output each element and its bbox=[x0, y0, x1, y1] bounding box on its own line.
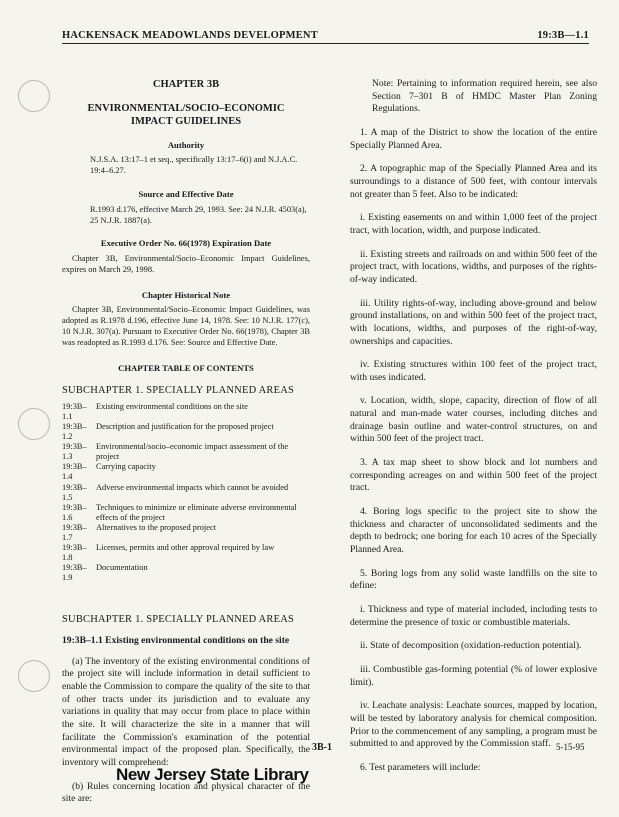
note-paragraph: Note: Pertaining to information required herein, see also Section 7–301 B of HMDC Master Plan Zoning Regulations. bbox=[372, 78, 597, 115]
punch-hole bbox=[18, 80, 50, 112]
executive-order-heading: Executive Order No. 66(1978) Expiration Date bbox=[100, 238, 272, 249]
toc-entry-number: 19:3B–1.1 bbox=[62, 401, 87, 421]
revision-date: 5-15-95 bbox=[556, 742, 585, 752]
item-6: 6. Test parameters will include: bbox=[360, 761, 481, 773]
item-1: 1. A map of the District to show the location of the entire Specially Planned Area. bbox=[350, 126, 597, 151]
item-5-ii: ii. State of decomposition (oxidation-reduction potential). bbox=[360, 640, 582, 652]
toc-entry bbox=[62, 442, 310, 462]
item-5: 5. Boring logs from any solid waste landfills on the site to define: bbox=[350, 567, 597, 592]
toc-entry-title: Alternatives to the proposed project bbox=[96, 522, 217, 532]
item-4: 4. Boring logs specific to the project site to show the thickness and character of unconsolidated sediments and the depth to bedrock; one boring for each 10 acres of the Specially Planned Area. bbox=[350, 506, 597, 556]
header-title: HACKENSACK MEADOWLANDS DEVELOPMENT bbox=[62, 30, 318, 41]
left-column bbox=[62, 78, 310, 817]
chapter-title bbox=[62, 102, 310, 128]
authority-heading: Authority bbox=[167, 140, 205, 151]
toc-list bbox=[62, 402, 310, 583]
library-stamp: New Jersey State Library bbox=[116, 765, 309, 784]
historical-note-heading: Chapter Historical Note bbox=[141, 289, 231, 300]
toc-entry bbox=[62, 402, 310, 422]
toc-entry-number: 19:3B–1.8 bbox=[62, 543, 87, 563]
running-header bbox=[62, 30, 589, 44]
toc-entry-title: Description and justification for the proposed project bbox=[96, 422, 274, 432]
executive-order-text: Chapter 3B, Environmental/Socio–Economic Impact Guidelines, expires on March 29, 1998. bbox=[62, 253, 310, 274]
toc-entry bbox=[62, 462, 310, 482]
section-heading: 19:3B–1.1 Existing environmental conditions on the site bbox=[62, 635, 290, 647]
item-3: 3. A tax map sheet to show block and lot numbers and corresponding acreages on and within 500 feet of the project tract. bbox=[350, 457, 597, 494]
toc-subchapter-title: SUBCHAPTER 1. SPECIALLY PLANNED AREAS bbox=[62, 385, 295, 397]
item-2-ii: ii. Existing streets and railroads on and within 500 feet of the project tract, with locations, widths, and purposes of the rights-of-way indicated. bbox=[350, 248, 597, 285]
item-2-v: v. Location, width, slope, capacity, direction of flow of all natural and man-made water courses, including ditches and drainage basin outline and water-control structures, on and within 500 feet of the project tract. bbox=[350, 395, 597, 445]
toc-entry-title: Techniques to minimize or eliminate adverse environmental effects of the project bbox=[96, 502, 297, 522]
toc-entry-title: Documentation bbox=[96, 563, 148, 573]
toc-entry-number: 19:3B–1.6 bbox=[62, 502, 87, 522]
chapter-title-line: ENVIRONMENTAL/SOCIO–ECONOMIC bbox=[87, 102, 285, 114]
toc-entry bbox=[62, 422, 310, 442]
toc-entry bbox=[62, 543, 310, 563]
toc-entry bbox=[62, 483, 310, 503]
item-5-i: i. Thickness and type of material included, including tests to determine the presence of toxic or combustible materials. bbox=[350, 604, 597, 628]
toc-entry-number: 19:3B–1.3 bbox=[62, 442, 87, 462]
item-2-iv: iv. Existing structures within 100 feet of the project tract, with uses indicated. bbox=[350, 359, 597, 383]
source-heading: Source and Effective Date bbox=[138, 189, 234, 200]
toc-entry bbox=[62, 503, 310, 523]
right-column bbox=[350, 78, 597, 786]
toc-entry-number: 19:3B–1.4 bbox=[62, 462, 87, 482]
item-5-iii: iii. Combustible gas-forming potential (% of lower explosive limit). bbox=[350, 663, 597, 688]
item-2: 2. A topographic map of the Specially Planned Area and its surroundings to a distance of 500 feet, with contour intervals not greater than 5 feet. Also to be indicated: bbox=[350, 163, 597, 200]
page-number: 3B-1 bbox=[312, 742, 332, 753]
chapter-title-line: IMPACT GUIDELINES bbox=[130, 115, 242, 127]
toc-entry bbox=[62, 563, 310, 583]
toc-heading: CHAPTER TABLE OF CONTENTS bbox=[118, 362, 254, 373]
toc-entry-number: 19:3B–1.7 bbox=[62, 522, 87, 542]
source-text: R.1993 d.176, effective March 29, 1993. See: 24 N.J.R. 4503(a), 25 N.J.R. 1887(a). bbox=[90, 204, 307, 225]
paragraph-a: (a) The inventory of the existing environmental conditions of the project site will include information in detail sufficient to enable the Commission to compare the quality of the site to that of other tracts under its jurisdiction and to evaluate any variations in quality that may occur from place to place within the site. It will characterize the site in a manner that will facilitate the Commission's examination of the potential environmental impact of the proposed plan. Specifically, the inventory will comprehend: bbox=[62, 655, 310, 769]
item-2-iii: iii. Utility rights-of-way, including above-ground and below ground installations, on and within 500 feet of the project tract, with locations, widths, and purposes of the right-of-way, ownerships and capacities. bbox=[350, 297, 597, 347]
punch-hole bbox=[18, 660, 50, 692]
toc-entry-number: 19:3B–1.2 bbox=[62, 422, 87, 442]
toc-entry-title: Adverse environmental impacts which cannot be avoided bbox=[96, 482, 289, 492]
item-2-i: i. Existing easements on and within 1,000 feet of the project tract, with location, width, and purpose indicated. bbox=[350, 212, 597, 236]
toc-entry-number: 19:3B–1.5 bbox=[62, 482, 87, 502]
paragraph-b: (b) Rules concerning location and physical character of the site are: bbox=[62, 780, 310, 805]
toc-entry-number: 19:3B–1.9 bbox=[62, 563, 87, 583]
historical-note-text: Chapter 3B, Environmental/Socio–Economic Impact Guidelines, was adopted as R.1978 d.196, effective June 14, 1978. See: 10 N.J.R. 177(c), 10 N.J.R. 307(a). Pursuant to Executive Order No. 66(1978), Chapter 3B was readopted as R.1993 d.176. See: Source and Effective Date. bbox=[62, 305, 310, 347]
header-section-number: 19:3B—1.1 bbox=[537, 30, 589, 41]
toc-entry-title: Existing environmental conditions on the site bbox=[96, 401, 248, 411]
chapter-number: CHAPTER 3B bbox=[152, 79, 220, 90]
toc-entry-title: Licenses, permits and other approval required by law bbox=[96, 543, 275, 552]
toc-entry-title: Carrying capacity bbox=[96, 462, 156, 472]
subchapter-heading: SUBCHAPTER 1. SPECIALLY PLANNED AREAS bbox=[62, 614, 295, 626]
authority-text: N.J.S.A. 13:17–1 et seq., specifically 13:17–6(i) and N.J.A.C. 19:4–6.27. bbox=[90, 155, 298, 176]
toc-entry bbox=[62, 523, 310, 543]
item-5-iv: iv. Leachate analysis: Leachate sources, mapped by location, will be tested by laboratory analysis for chemical composition. Prior to the commencement of any sampling, a program must be submitted to and approved by the Commission staff. bbox=[350, 700, 597, 750]
punch-hole bbox=[18, 408, 50, 440]
toc-entry-title: Environmental/socio–economic impact assessment of the project bbox=[96, 442, 289, 462]
